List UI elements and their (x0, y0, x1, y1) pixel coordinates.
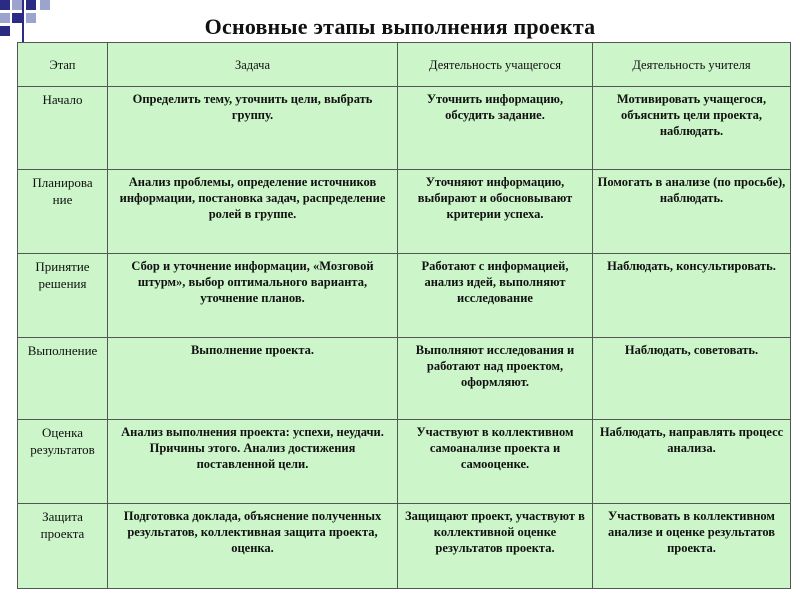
task-cell: Сбор и уточнение информации, «Мозговой штурм», выбор оптимального варианта, уточнение планов. (108, 254, 398, 338)
teacher-cell: Помогать в анализе (по просьбе), наблюдать. (593, 170, 791, 254)
stage-cell: Выполнение (18, 338, 108, 420)
task-cell: Анализ выполнения проекта: успехи, неудачи. Причины этого. Анализ достижения поставленной цели. (108, 420, 398, 504)
stage-cell: Защита проекта (18, 504, 108, 589)
task-cell: Выполнение проекта. (108, 338, 398, 420)
stage-cell: Начало (18, 87, 108, 170)
slide-title: Основные этапы выполнения проекта (204, 14, 596, 39)
student-cell: Выполняют исследования и работают над проектом, оформляют. (398, 338, 593, 420)
stage-cell: Оценка результатов (18, 420, 108, 504)
project-stages-table (17, 42, 791, 589)
header-student-activity: Деятельность учащегося (398, 43, 593, 87)
table-row (18, 87, 791, 170)
student-cell: Защищают проект, участвуют в коллективной оценке результатов проекта. (398, 504, 593, 589)
student-cell: Работают с информацией, анализ идей, выполняют исследование (398, 254, 593, 338)
table-row (18, 504, 791, 589)
corner-decoration-square (12, 0, 22, 10)
teacher-cell: Наблюдать, советовать. (593, 338, 791, 420)
task-cell: Определить тему, уточнить цели, выбрать группу. (108, 87, 398, 170)
task-cell: Подготовка доклада, объяснение полученных результатов, коллективная защита проекта, оценка. (108, 504, 398, 589)
header-task: Задача (108, 43, 398, 87)
stage-cell: Планирова ние (18, 170, 108, 254)
corner-decoration-square (0, 0, 10, 10)
task-cell: Анализ проблемы, определение источников информации, постановка задач, распределение ролей в группе. (108, 170, 398, 254)
student-cell: Уточняют информацию, выбирают и обосновывают критерии успеха. (398, 170, 593, 254)
teacher-cell: Участвовать в коллективном анализе и оценке результатов проекта. (593, 504, 791, 589)
corner-decoration-square (26, 0, 36, 10)
table-row (18, 338, 791, 420)
table-row (18, 420, 791, 504)
corner-decoration-square (40, 0, 50, 10)
student-cell: Уточнить информацию, обсудить задание. (398, 87, 593, 170)
teacher-cell: Наблюдать, направлять процесс анализа. (593, 420, 791, 504)
table-header-row (18, 43, 791, 87)
student-cell: Участвуют в коллективном самоанализе проекта и самооценке. (398, 420, 593, 504)
table-row (18, 254, 791, 338)
stage-cell: Принятие решения (18, 254, 108, 338)
header-stage: Этап (18, 43, 108, 87)
table-row (18, 170, 791, 254)
teacher-cell: Мотивировать учащегося, объяснить цели проекта, наблюдать. (593, 87, 791, 170)
teacher-cell: Наблюдать, консультировать. (593, 254, 791, 338)
header-teacher-activity: Деятельность учителя (593, 43, 791, 87)
